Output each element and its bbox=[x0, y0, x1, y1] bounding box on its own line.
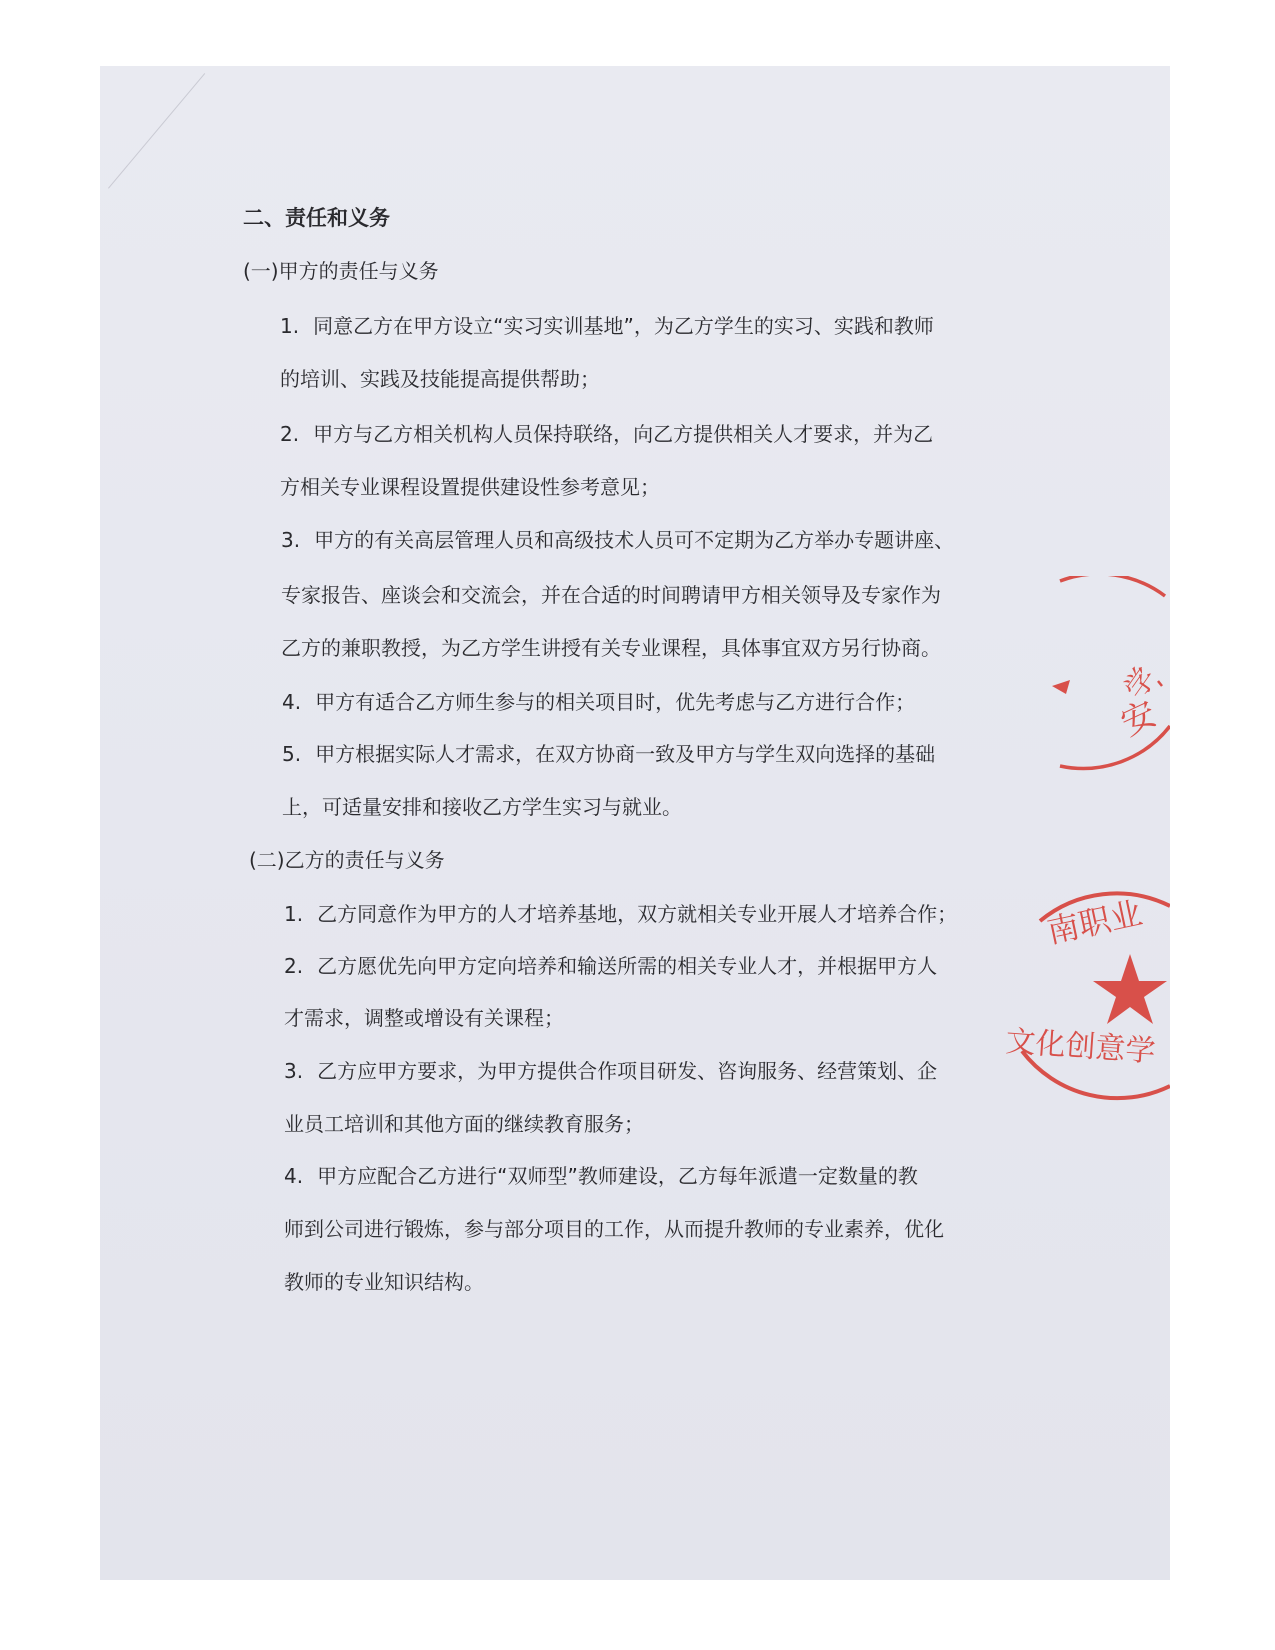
party-b-item-1-line-1: 1. 乙方同意作为甲方的人才培养基地，双方就相关专业开展人才培养合作； bbox=[284, 902, 958, 926]
party-b-item-4-line-3: 教师的专业知识结构。 bbox=[284, 1270, 484, 1294]
party-a-title: (一)甲方的责任与义务 bbox=[243, 259, 439, 283]
party-a-item-1-line-1: 1. 同意乙方在甲方设立“实习实训基地”，为乙方学生的实习、实践和教师 bbox=[280, 314, 934, 338]
party-b-title: (二)乙方的责任与义务 bbox=[249, 848, 445, 872]
party-a-item-5-line-1: 5. 甲方根据实际人才需求，在双方协商一致及甲方与学生双向选择的基础 bbox=[282, 742, 936, 766]
party-b-item-2-line-2: 才需求，调整或增设有关课程； bbox=[284, 1006, 564, 1030]
svg-text:文化创意学: 文化创意学 bbox=[1004, 1024, 1157, 1070]
svg-text:安: 安 bbox=[1114, 693, 1163, 745]
party-a-item-2-line-2: 方相关专业课程设置提供建设性参考意见； bbox=[280, 475, 660, 499]
party-a-item-5-line-2: 上，可适量安排和接收乙方学生实习与就业。 bbox=[282, 795, 682, 819]
party-b-item-4-line-2: 师到公司进行锻炼，参与部分项目的工作，从而提升教师的专业素养，优化 bbox=[284, 1217, 944, 1241]
party-a-item-1-line-2: 的培训、实践及技能提高提供帮助； bbox=[280, 367, 600, 391]
partial-seal-lower bbox=[1000, 881, 1170, 1101]
party-a-item-3-line-1: 3. 甲方的有关高层管理人员和高级技术人员可不定期为乙方举办专题讲座、 bbox=[281, 528, 955, 552]
document-page bbox=[100, 66, 1170, 1580]
party-b-item-3-line-2: 业员工培训和其他方面的继续教育服务； bbox=[284, 1112, 644, 1136]
svg-text:南职业: 南职业 bbox=[1043, 893, 1146, 951]
party-b-item-2-line-1: 2. 乙方愿优先向甲方定向培养和输送所需的相关专业人才，并根据甲方人 bbox=[284, 954, 938, 978]
section-heading: 二、责任和义务 bbox=[243, 206, 390, 230]
folded-corner bbox=[100, 66, 220, 196]
party-a-item-3-line-2: 专家报告、座谈会和交流会，并在合适的时间聘请甲方相关领导及专家作为 bbox=[281, 583, 941, 607]
party-b-item-3-line-1: 3. 乙方应甲方要求，为甲方提供合作项目研发、咨询服务、经营策划、企 bbox=[284, 1059, 938, 1083]
party-a-item-3-line-3: 乙方的兼职教授，为乙方学生讲授有关专业课程，具体事宜双方另行协商。 bbox=[281, 636, 941, 660]
svg-text:学: 学 bbox=[1117, 660, 1164, 706]
party-b-item-4-line-1: 4. 甲方应配合乙方进行“双师型”教师建设，乙方每年派遣一定数量的教 bbox=[284, 1164, 918, 1188]
partial-seal-upper bbox=[1040, 576, 1170, 776]
party-a-item-2-line-1: 2. 甲方与乙方相关机构人员保持联络，向乙方提供相关人才要求，并为乙 bbox=[280, 422, 934, 446]
party-a-item-4-line-1: 4. 甲方有适合乙方师生参与的相关项目时，优先考虑与乙方进行合作； bbox=[282, 690, 916, 714]
